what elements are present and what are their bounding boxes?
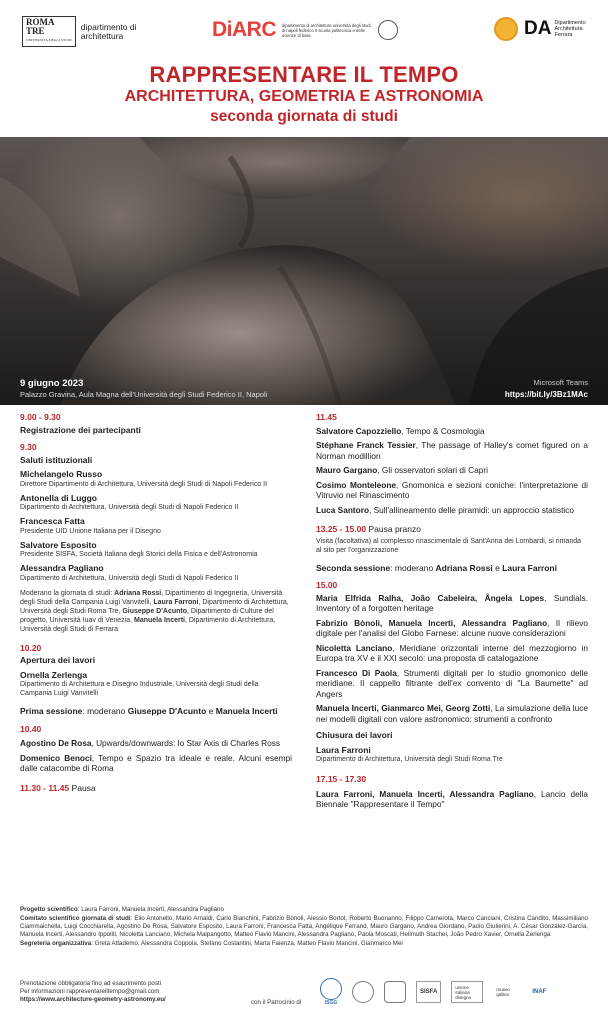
- credits-label: Segreteria organizzativa: [20, 940, 92, 947]
- talk-title: , Gnomonica e sezioni coniche: l'interpretazione di Vitruvio nel Rinascimento: [316, 479, 588, 500]
- talk: [316, 593, 588, 614]
- talk-speaker: Mauro Gargano: [316, 465, 378, 475]
- credits-label: Comitato scientifico giornata di studi: [20, 915, 131, 922]
- da-mark: DA: [524, 18, 552, 39]
- mod-text: , Dipartimento di Ingegneria, Università degli Studi della Campania Luigi Vanvitelli,: [20, 589, 283, 606]
- federico-ii-seal-icon: [378, 20, 398, 40]
- isgg-icon: [320, 978, 342, 1000]
- talk-title: , Tempo & Cosmologia: [401, 425, 485, 436]
- session-moderators: [316, 563, 588, 574]
- speaker-role: Dipartimento di Architettura e Disegno Industriale, Università degli Studi della Campania Luigi Vanvitelli: [20, 681, 259, 697]
- talk: [20, 738, 292, 749]
- statue-illustration: [0, 137, 608, 405]
- roma-tre-logo: [22, 16, 151, 47]
- sponsor-logos: [320, 978, 549, 1006]
- isgg-logo: [320, 978, 342, 1006]
- event-place: Palazzo Gravina, Aula Magna dell'Università degli Studi Federico II, Napoli: [20, 390, 268, 399]
- ferrara-seal-icon: [494, 17, 518, 41]
- moderator-name: Laura Farroni: [502, 562, 557, 573]
- website-link[interactable]: https://www.architecture-geometry-astronomy.eu/: [20, 996, 166, 1003]
- talk-title: , Sundials. Inventory of a forgotten heritage: [316, 592, 588, 613]
- page-subtitle-2: seconda giornata di studi: [210, 108, 398, 125]
- mod-name: Laura Farroni: [153, 598, 199, 606]
- talk-title: , Lancio della Biennale "Rappresentare il Tempo": [316, 788, 588, 809]
- speaker-name: Alessandra Pagliano: [20, 563, 104, 573]
- session-heading: Chiusura dei lavori: [316, 730, 393, 740]
- session-heading: Apertura dei lavori: [20, 655, 96, 665]
- session-label: Prima sessione: [20, 706, 83, 716]
- event-date: 9 giugno 2023: [20, 378, 84, 389]
- visit-note: Visita (facoltativa) al complesso rinascimentale di Sant'Anna dei Lombardi, si rimanda al sito per l'organizzazione: [316, 537, 582, 554]
- talk: [316, 465, 588, 476]
- roma-tre-dept: dipartimento di architettura: [80, 21, 137, 41]
- time-slot: 10.40: [20, 723, 42, 734]
- platform-label: Microsoft Teams: [533, 378, 588, 387]
- teams-link[interactable]: https://bit.ly/3Bz1MAc: [504, 390, 588, 399]
- session-text: : moderano: [390, 562, 436, 573]
- talk: [316, 643, 588, 664]
- talk-speaker: Francesco Di Paola: [316, 667, 397, 678]
- booking-info: [20, 980, 166, 1004]
- session-text: e: [206, 706, 216, 716]
- talk-title: , Il rilievo digitale per l'analisi del Globo Farnese: alcune nuove considerazioni: [316, 617, 588, 638]
- diarc-logo: [212, 18, 398, 42]
- time-range: 13.25 - 15.00: [316, 524, 367, 534]
- session-heading: Registrazione dei partecipanti: [20, 424, 141, 435]
- moderator-name: Adriana Rossi: [435, 562, 493, 573]
- mod-text: Moderano la giornata di studi:: [20, 589, 115, 597]
- talk-speaker: Manuela Incerti, Gianmarco Mei, Georg Zotti: [316, 703, 491, 713]
- talk: [316, 789, 588, 810]
- talk-speaker: Maria Elfrida Ralha, João Cabeleira, Ângela Lopes: [316, 592, 545, 603]
- observatory-icon: [384, 981, 406, 1003]
- time-slot: 10.20: [20, 642, 42, 653]
- talk-speaker: Cosimo Monteleone: [316, 479, 397, 490]
- talk-title: , Gli osservatori solari di Capri: [377, 465, 488, 475]
- speaker-name: Francesca Fatta: [20, 516, 85, 526]
- credits-text: : Greta Attademo, Alessandra Coppola, Stefano Costantini, Marta Faienza, Matteo Flavio Mancini, Gianmarco Mei: [91, 940, 403, 947]
- inaf-logo: INAF: [532, 989, 547, 995]
- moderator-name: Giuseppe D'Acunto: [127, 706, 207, 716]
- isgg-label: ISGG: [324, 1000, 338, 1006]
- session-heading: Saluti istituzionali: [20, 454, 93, 465]
- speaker-name: Michelangelo Russo: [20, 469, 103, 479]
- speaker-role: Dipartimento di Architettura, Università degli Studi di Napoli Federico II: [20, 574, 239, 582]
- talk-speaker: Laura Farroni, Manuela Incerti, Alessandra Pagliano: [316, 788, 534, 799]
- talk: [316, 505, 588, 516]
- moderator-name: Manuela Incerti: [215, 706, 278, 716]
- session-moderators: [20, 706, 292, 717]
- talk: [316, 703, 588, 724]
- credits: [20, 906, 588, 949]
- talk-speaker: Domenico Benoci: [20, 752, 92, 763]
- roma-tre-mark: [22, 16, 76, 47]
- program-right-column: [316, 412, 588, 810]
- talk: [316, 668, 588, 700]
- talk: [316, 618, 588, 639]
- credits-label: Progetto scientifico: [20, 906, 78, 913]
- talk-speaker: Stéphane Franck Tessier: [316, 440, 416, 450]
- time-slot: 17.15 - 17.30: [316, 774, 367, 784]
- patronage-label: con il Patrocinio di: [251, 999, 302, 1006]
- session-label: Seconda sessione: [316, 562, 391, 573]
- talk-title: , Strumenti digitali per lo studio gnomonico delle meridiane. Il cappello filtrante dell'ex convento di "La Baumette" ad Angers: [316, 667, 588, 699]
- break-label: Pausa: [71, 782, 96, 793]
- time-slot: [316, 524, 588, 535]
- sisfa-logo: SISFA: [416, 981, 441, 1003]
- talk-speaker: Agostino De Rosa: [20, 738, 92, 748]
- speaker-role: Dipartimento di Architettura, Università degli Studi Roma Tre: [316, 756, 503, 763]
- page-title: RAPPRESENTARE IL TEMPO: [149, 62, 459, 87]
- talk-title: , Sull'allineamento delle piramidi: un approccio statistico: [369, 504, 574, 515]
- talk-title: , Meridiane orizzontali interne del mezzogiorno in Europa tra XV e il XXI secolo: una proposta di catalogazione: [316, 642, 588, 663]
- speaker-name: Antonella di Luggo: [20, 492, 97, 503]
- mod-name: Manuela Incerti: [134, 616, 185, 624]
- hero-photo: [0, 137, 608, 405]
- da-text: Dipartimento Architettura Ferrara: [554, 20, 586, 38]
- museo-galileo-logo: museo galileo: [496, 987, 510, 997]
- page-subtitle: ARCHITETTURA, GEOMETRIA E ASTRONOMIA: [124, 88, 484, 105]
- roma-tre-sub: UNIVERSITÀ DEGLI STUDI: [26, 38, 72, 42]
- time-slot: 11.45: [316, 412, 337, 422]
- talk: [316, 480, 588, 501]
- speaker-role: Presidente UID Unione Italiana per il Disegno: [20, 527, 161, 535]
- da-ferrara-logo: [494, 17, 594, 41]
- roma-tre-mid: TRE: [26, 26, 45, 36]
- time-slot: 9.30: [20, 442, 37, 452]
- talk: [316, 440, 588, 461]
- talk-speaker: Fabrizio Bònoli, Manuela Incerti, Alessandra Pagliano: [316, 617, 548, 628]
- time-slot: [20, 783, 292, 794]
- credits-scientific-project: [20, 906, 588, 914]
- time-slot: 9.00 - 9.30: [20, 412, 61, 422]
- talk: [20, 753, 292, 774]
- mod-text: , Dipartimento di Architettura, Università degli Studi Roma Tre,: [20, 598, 289, 615]
- mod-text: , Dipartimento di Culture del progetto, Università Iuav di Venezia,: [20, 607, 274, 624]
- session-text: e: [492, 562, 503, 573]
- speaker-name: Ornella Zerlenga: [20, 669, 88, 680]
- talk-title: , Tempo e Spazio tra ideale e reale. Alcuni esempi dalle catacombe di Roma: [20, 752, 293, 773]
- moderators-note: [20, 589, 292, 634]
- mod-text: , Dipartimento di Architettura, Università degli Studi di Ferrara: [20, 616, 276, 633]
- diarc-word: DiARC: [212, 18, 276, 41]
- talk-speaker: Luca Santoro: [316, 504, 370, 515]
- credits-secretariat: [20, 940, 588, 948]
- contact-email[interactable]: Per informazioni rappresentareiltempo@gmail.com: [20, 988, 160, 995]
- header-logos: [0, 14, 608, 54]
- talk-title: , The passage of Halley's comet figured on a Norman modillion: [316, 440, 588, 461]
- society-seal-icon: [352, 981, 374, 1003]
- credits-text: : Laura Farroni, Manuela Incerti, Alessandra Pagliano: [77, 906, 224, 913]
- speaker-name: Laura Farroni: [316, 744, 371, 755]
- talk-title: , Upwards/downwards: lo Star Axis di Charles Ross: [91, 738, 281, 748]
- talk-speaker: Nicoletta Lanciano: [316, 642, 393, 653]
- speaker-role: Direttore Dipartimento di Architettura, Università degli Studi di Napoli Federico II: [20, 480, 268, 488]
- program-left-column: [20, 412, 292, 793]
- mod-name: Adriana Rossi: [114, 589, 162, 597]
- session-text: : moderano: [82, 706, 128, 716]
- speaker-name: Salvatore Esposito: [20, 539, 97, 550]
- mod-name: Giuseppe D'Acunto: [122, 607, 187, 615]
- booking-note: Prenotazione obbligatoria fino ad esaurimento posti: [20, 980, 162, 987]
- talk: [316, 426, 588, 437]
- time-range: 11.30 - 11.45: [20, 782, 70, 793]
- talk-speaker: Salvatore Capozziello: [316, 425, 402, 436]
- break-label: Pausa pranzo: [368, 524, 421, 534]
- roma-tre-top: ROMA: [26, 17, 55, 27]
- uid-logo: unione italiana disegno: [451, 981, 483, 1003]
- speaker-role: Dipartimento di Architettura, Università degli Studi di Napoli Federico II: [20, 504, 239, 511]
- talk-title: , La simulazione della luce nei modelli digitali con valore astronomico: strumenti a confronto: [316, 703, 588, 724]
- credits-committee: [20, 915, 588, 939]
- time-slot: 15.00: [316, 580, 338, 590]
- speaker-role: Presidente SISFA, Società Italiana degli Storici della Fisica e dell'Astronomia: [20, 551, 258, 558]
- diarc-desc: dipartimento di architettura università degli studi di napoli federico II scuola politecnica e delle scienze di base: [282, 22, 371, 38]
- credits-text: : Elio Antonello, Mario Arnaldi, Carlo Bianchini, Fabrizio Bònoli, Alessio Bortot, Roberto Buonanno, Filippo Camerota, Marco Canciani, Cristina Candito, Massimiliano Ciammaichella, Luigi Cocchiarella, Agostino De Rosa, Salvatore Esposito, Laura Farroni, Francesca Fatta, Angélique Ferrand, Mauro Gargano, Andrea Giordano, Paolo Giulierini, A. César González-García, Manuela Incerti, Alessandro Ippoliti, Nicoletta Lanciano, Michela Malpangotto, Matteo Flavio Mancini, Alessandra Pagliano, Paola Moscati, Hellmuth Stachel, João Pedro Xavier, Ornella Zerlenga: [20, 915, 588, 938]
